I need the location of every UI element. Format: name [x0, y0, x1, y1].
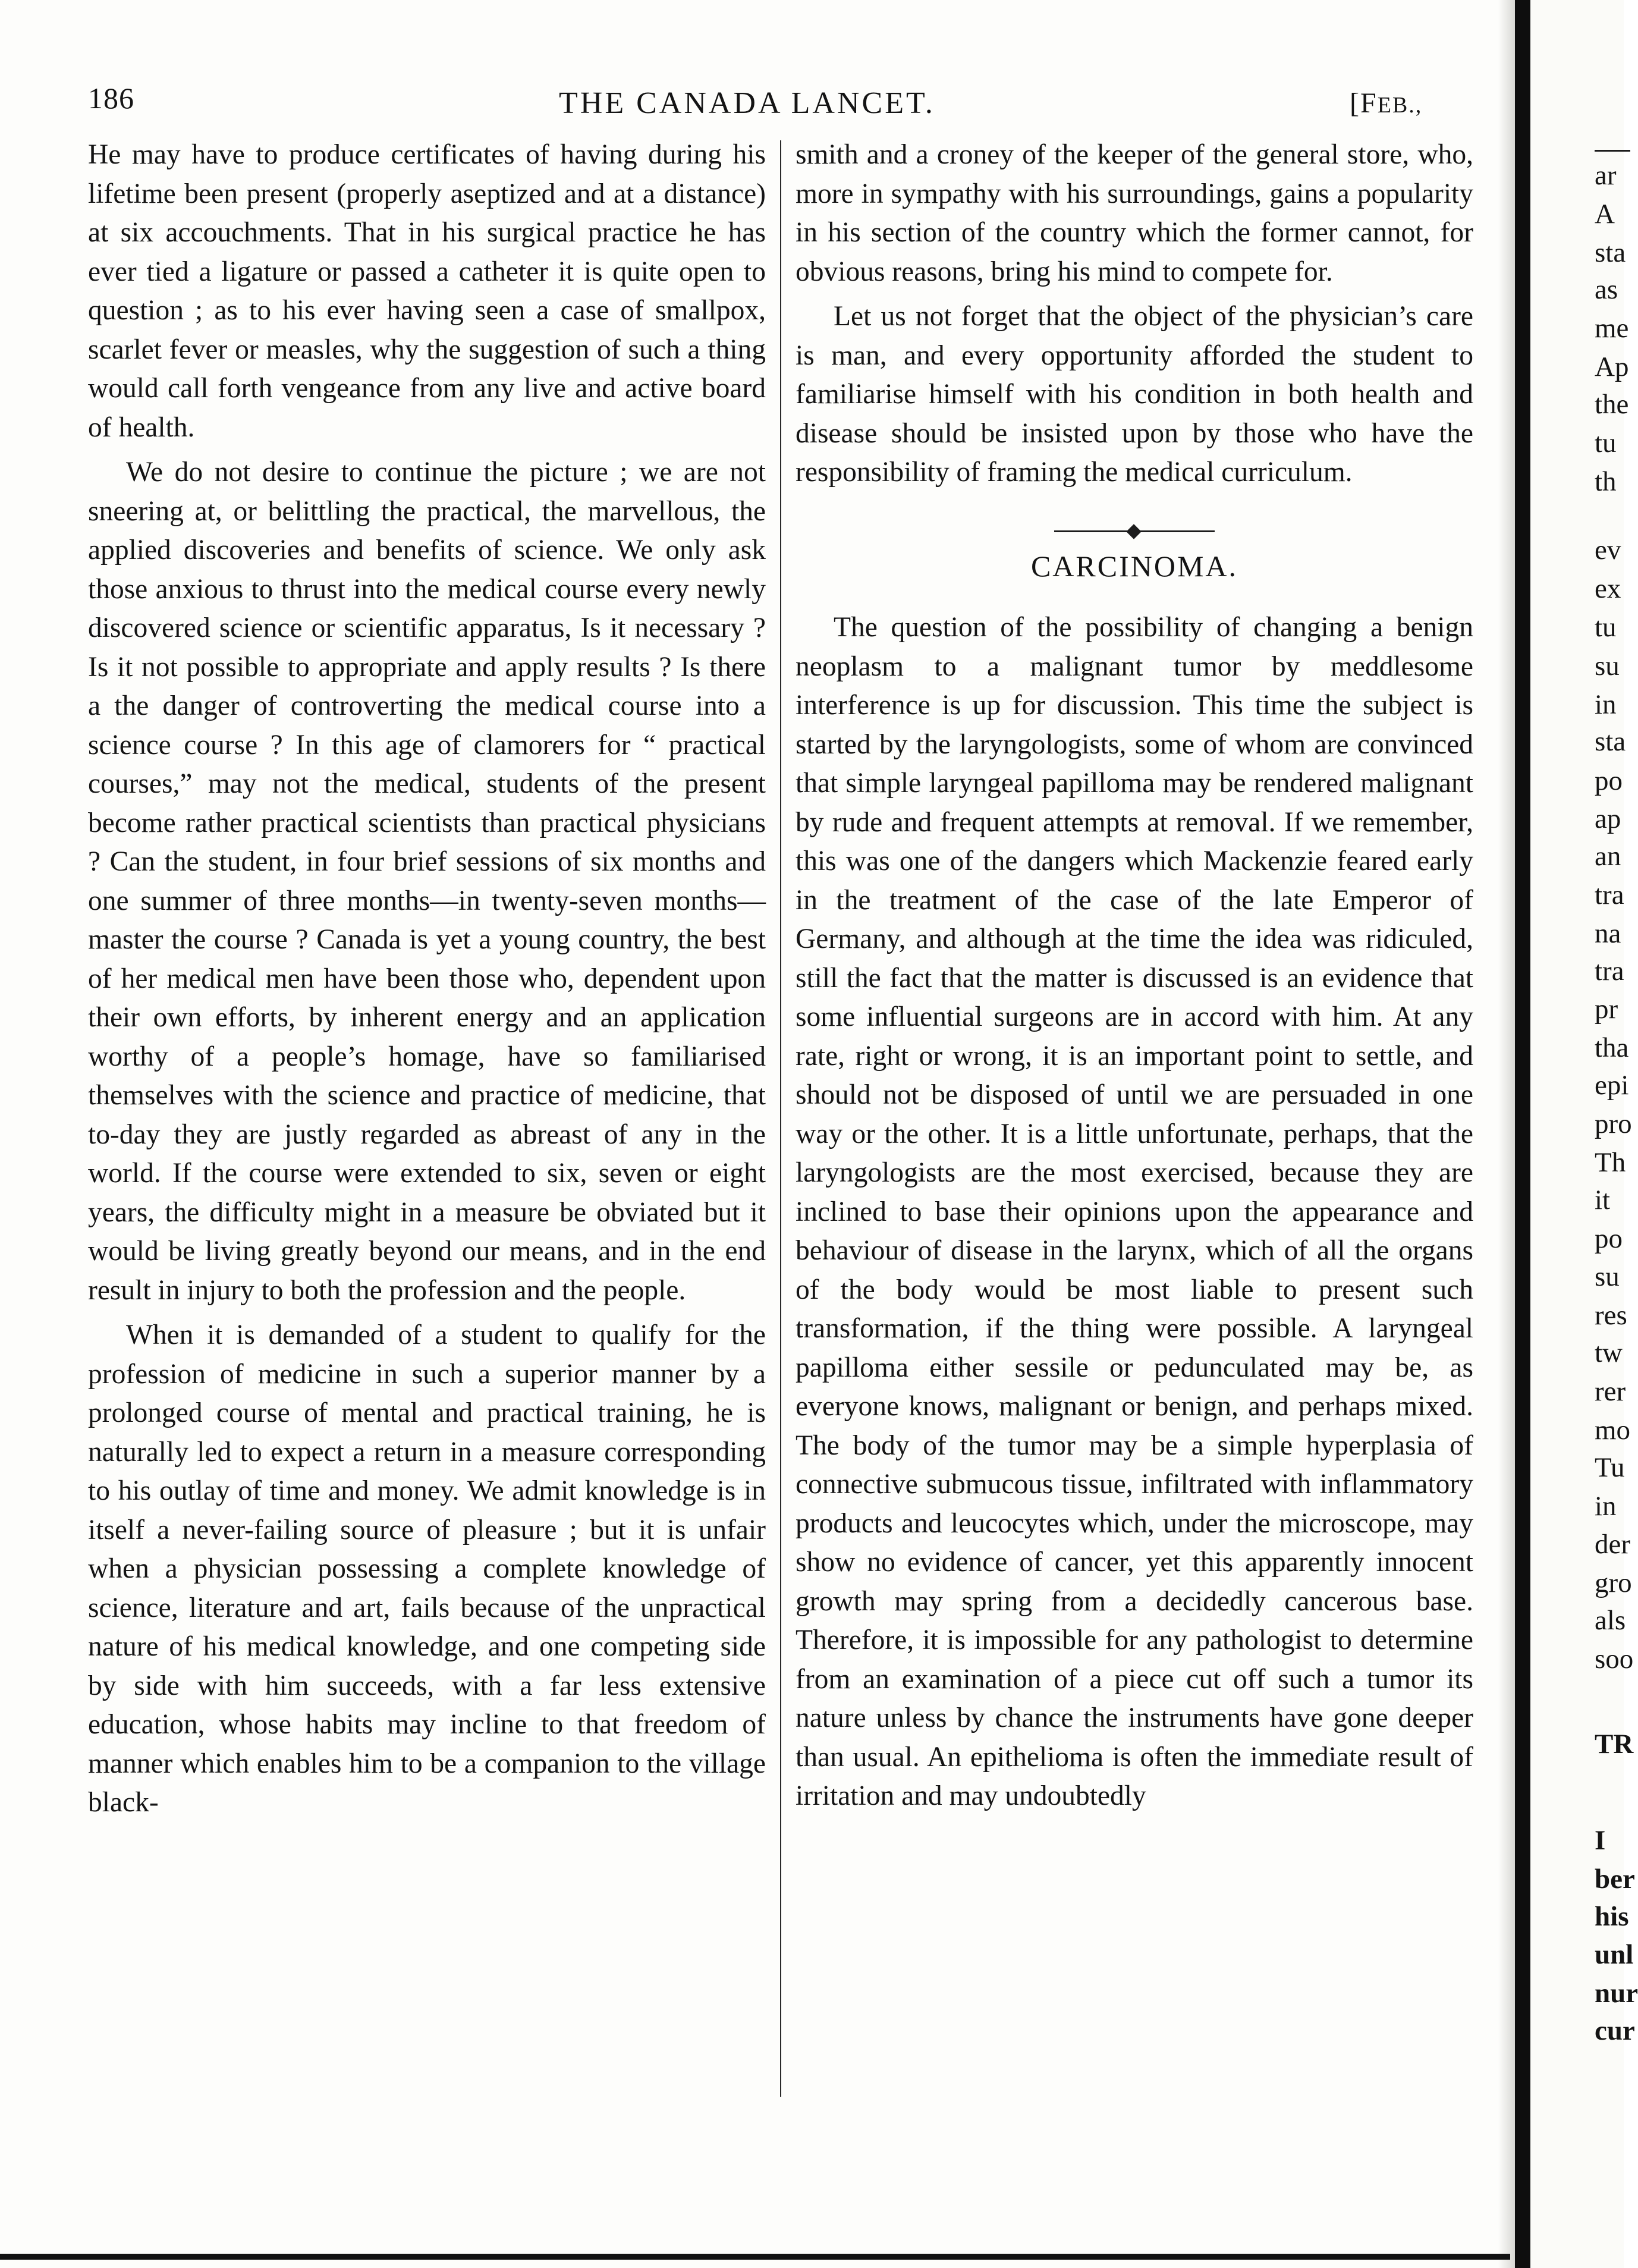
month-rest: EB.,: [1377, 93, 1423, 118]
adjacent-fragment: sta: [1595, 237, 1626, 268]
adjacent-fragment: th: [1595, 466, 1617, 497]
right-continuation: smith and a croney of the keeper of the general store, who, more in sympathy with his surroundings, gains a popularity in his section of the country which the former cannot, for obvious reasons, bring his mind to compete for.: [796, 139, 1473, 287]
right-column: [796, 136, 1473, 1822]
adjacent-fragment: mo: [1595, 1415, 1631, 1446]
adjacent-fragment: I: [1595, 1825, 1606, 1856]
adjacent-fragment: gro: [1595, 1568, 1632, 1598]
ornament-dot: [1126, 524, 1141, 539]
adjacent-fragment: it: [1595, 1185, 1611, 1215]
adjacent-fragment: his: [1595, 1901, 1629, 1932]
adjacent-fragment: po: [1595, 765, 1623, 796]
adjacent-fragment: su: [1595, 651, 1620, 681]
adjacent-fragment: ap: [1595, 803, 1621, 834]
adjacent-fragment: TR: [1595, 1729, 1634, 1760]
adjacent-fragment: soo: [1595, 1644, 1634, 1675]
left-paragraph-1: He may have to produce certificates of having during his lifetime been present (properly aseptized and at a distance) at six accouchments. That in his surgical practice he has ever tied a ligature or passed a catheter it is quite open to question ; as to his ever having seen a case of smallpox, scarlet fever or measles, why the suggestion of such a thing would call forth vengeance from any live and active board of health.: [88, 139, 766, 443]
gutter-shadow: [1498, 0, 1515, 2268]
adjacent-fragment: ex: [1595, 573, 1621, 604]
adjacent-fragment: tu: [1595, 428, 1617, 458]
adjacent-fragment: als: [1595, 1605, 1626, 1636]
bottom-edge: [0, 2254, 1510, 2260]
adjacent-fragment: Tu: [1595, 1452, 1625, 1483]
journal-title: THE CANADA LANCET.: [559, 86, 935, 120]
adjacent-fragment: cur: [1595, 2015, 1635, 2046]
section-heading-carcinoma: CARCINOMA.: [1030, 549, 1238, 583]
adjacent-fragment: ber: [1595, 1864, 1635, 1895]
adjacent-fragment: tra: [1595, 956, 1624, 987]
adjacent-fragment: pro: [1595, 1108, 1632, 1139]
adjacent-fragment: tha: [1595, 1032, 1629, 1063]
adjacent-fragment: in: [1595, 1491, 1617, 1522]
month-bracket: [F: [1350, 87, 1378, 119]
adjacent-fragment: nur: [1595, 1978, 1638, 2009]
carcinoma-body: The question of the possibility of changing a benign neoplasm to a malignant tumor by meddlesome interference is up for discussion. This time the subject is started by the laryngologists, some of whom are convinced that simple laryngeal papilloma may be rendered malignant by rude and frequent attempts at removal. If we remember, this was one of the dangers which Mackenzie feared early in the treatment of the case of the late Emperor of Germany, and although at the time the idea was ridiculed, still the fact that the matter is discussed is an evidence that some influential surgeons are in accord with him. At any rate, right or wrong, it is an important point to settle, and should not be disposed of until we are persuaded in one way or the other. It is a little unfortunate, perhaps, that the laryngologists are the most exercised, because they are inclined to base their opinions upon the appearance and behaviour of disease in the larynx, which of all the organs of the body would be most liable to present such transformation, if the thing were possible. A laryngeal papilloma either sessile or pedunculated may be, as everyone knows, malignant or benign, and perhaps mixed. The body of the tumor may be a simple hyperplasia of connective submucous tissue, infiltrated with inflammatory products and leucocytes which, under the microscope, may show no evidence of cancer, yet this apparently innocent growth may spring from a decidedly cancerous base. Therefore, it is impossible for any pathologist to determine from an examination of a piece cut off such a tumor its nature unless by chance the instruments have gone deeper than usual. An epithelioma is often the immediate result of irritation and may undoubtedly: [796, 612, 1473, 1811]
page-number: 186: [88, 81, 134, 115]
adjacent-fragment: na: [1595, 918, 1621, 949]
adjacent-fragment: the: [1595, 389, 1629, 420]
adjacent-fragment: Th: [1595, 1147, 1626, 1178]
adjacent-fragment: sta: [1595, 726, 1626, 757]
adjacent-fragment: in: [1595, 689, 1617, 720]
adjacent-fragment: tra: [1595, 879, 1624, 910]
adjacent-fragment: A: [1595, 199, 1615, 230]
adjacent-fragment: as: [1595, 274, 1618, 305]
adjacent-fragment: ar: [1595, 160, 1617, 191]
adjacent-fragment: res: [1595, 1300, 1627, 1331]
adjacent-fragment: Ap: [1595, 351, 1629, 382]
adjacent-fragment: an: [1595, 841, 1621, 872]
adjacent-fragment: su: [1595, 1261, 1620, 1292]
adjacent-rule: [1595, 150, 1630, 152]
running-month: [1350, 87, 1422, 120]
adjacent-fragment: rer: [1595, 1376, 1626, 1407]
adjacent-fragment: ev: [1595, 535, 1621, 566]
right-closing-paragraph: Let us not forget that the object of the physician’s care is man, and every opportunity afforded the student to familiarise himself with his condition in both health and disease should be insisted upon by those who have the responsibility of framing the medical curriculum.: [796, 301, 1473, 488]
adjacent-fragment: epi: [1595, 1070, 1629, 1101]
adjacent-fragment: tu: [1595, 612, 1617, 643]
left-paragraph-3: When it is demanded of a student to qualify for the profession of medicine in such a superior manner by a prolonged course of mental and practical training, he is naturally led to expect a return in a measure corresponding to his outlay of time and money. We admit knowledge is in itself a never-failing source of pleasure ; but it is unfair when a physician possessing a complete knowledge of science, literature and art, fails because of the unpractical nature of his medical knowledge, and one competing side by side with him succeeds, with a far less extensive education, whose habits may incline to that freedom of manner which enables him to be a companion to the village black-: [88, 1320, 766, 1818]
adjacent-fragment: me: [1595, 313, 1629, 344]
column-divider: [780, 140, 781, 2097]
adjacent-fragment: unl: [1595, 1939, 1634, 1970]
left-column: [88, 136, 766, 1829]
section-ornament: [796, 510, 1473, 534]
adjacent-page: [1530, 0, 1638, 2268]
adjacent-fragment: po: [1595, 1223, 1623, 1254]
adjacent-fragment: tw: [1595, 1337, 1623, 1368]
page-edge: [1515, 0, 1530, 2268]
left-paragraph-2: We do not desire to continue the picture ; we are not sneering at, or belittling the practical, the marvellous, the applied discoveries and benefits of science. We only ask those anxious to thrust into the medical course every newly discovered science or scientific apparatus, Is it necessary ? Is it not possible to appropriate and apply results ? Is there a the danger of controverting the medical course into a science course ? In this age of clamorers for “ practical courses,” may not the medical, students of the present become rather practical scientists than practical physicians ? Can the student, in four brief sessions of six months and one summer of three months—in twenty-seven months—master the course ? Canada is yet a young country, the best of her medical men have been those who, dependent upon their own efforts, by inherent energy and an application worthy of a people’s homage, have so familiarised themselves with the science and practice of medicine, that to-day they are justly regarded as abreast of any in the world. If the course were extended to six, seven or eight years, the difficulty might in a measure be obviated but it would be living greatly beyond our means, and in the end result in injury to both the profession and the people.: [88, 457, 766, 1306]
ornament-rule: [1054, 530, 1215, 532]
adjacent-fragment: pr: [1595, 994, 1618, 1025]
adjacent-fragment: der: [1595, 1529, 1631, 1560]
